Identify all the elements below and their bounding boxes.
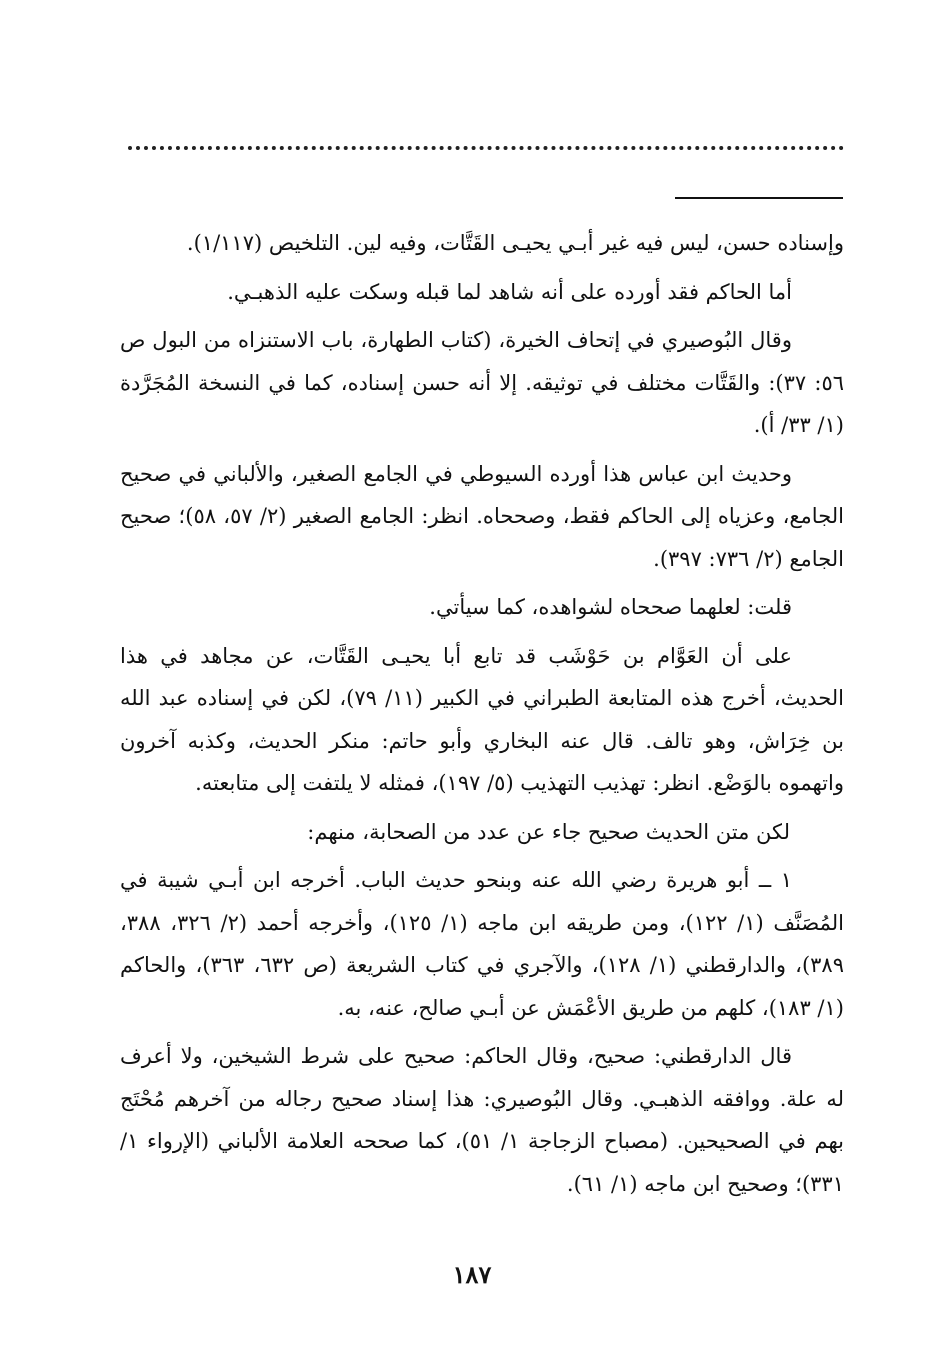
paragraph-abu-hurayra: ١ ــ أبو هريرة رضي الله عنه وبنحو حديث الباب. أخرجه ابن أبـي شيبة في المُصَنَّف (١/ ١٢٢)، ومن طريقه ابن ماجه (١/ ١٢٥)، وأخرجه أحمد (٢/ ٣٢٦، ٣٨٨، ٣٨٩)، والدارقطني (١/ ١٢٨)، والآجري في كتاب الشريعة (ص ٦٣٢، ٣٦٣)، والحاكم (١/ ١٨٣)، كلهم من طريق الأعْمَش عن أبـي صالح، عنه، به. bbox=[120, 868, 845, 1020]
footnote-text-block bbox=[120, 222, 844, 1211]
paragraph-qultu: قلت: لعلهما صححاه لشواهده، كما سيأتي. bbox=[429, 595, 792, 619]
paragraph-busiri: وقال البُوصيري في إتحاف الخيرة، (كتاب الطهارة، باب الاستنزاه من البول ص ٥٦: ٣٧): والقَتَّات مختلف في توثيقه. إلا أنه حسن إسناده، كما في النسخة المُجَرَّدة (١/ ٣٣/ أ). bbox=[120, 328, 844, 437]
paragraph-daraqutni: قال الدارقطني: صحيح، وقال الحاكم: صحيح على شرط الشيخين، ولا أعرف له علة. ووافقه الذهبـي. وقال البُوصيري: هذا إسناد صحيح رجاله من آخرهم مُحْتَج بهم في الصحيحين. (مصباح الزجاجة ١/ ٥١)، كما صححه العلامة الألباني (الإرواء ١/ ٣٣١)؛ وصحيح ابن ماجه (١/ ٦١). bbox=[120, 1044, 844, 1196]
paragraph-ibn-abbas: وحديث ابن عباس هذا أورده السيوطي في الجامع الصغير، والألباني في صحيح الجامع، وعزياه إلى الحاكم فقط، وصححاه. انظر: الجامع الصغير (٢/ ٥٧، ٥٨)؛ صحيح الجامع (٢/ ٧٣٦: ٣٩٧). bbox=[120, 461, 844, 571]
page-number: ١٨٧ bbox=[452, 1260, 492, 1289]
dotted-separator bbox=[128, 146, 844, 150]
paragraph-hakim: أما الحاكم فقد أورده على أنه شاهد لما قبله وسكت عليه الذهبـي. bbox=[227, 279, 792, 304]
paragraph-isnad-hasan: وإسناده حسن، ليس فيه غير أبـي يحيـى القَتَّات، وفيه لين. التلخيص (١/١١٧). bbox=[186, 231, 844, 255]
paragraph-awwam: على أن العَوَّام بن حَوْشَب قد تابع أبا يحيـى القَتَّات، عن مجاهد في هذا الحديث، أخرج هذه المتابعة الطبراني في الكبير (١١/ ٧٩)، لكن في إسناده عبد الله بن خِرَاش، وهو تالف. قال عنه البخاري وأبو حاتم: منكر الحديث، وكذبه آخرون واتهموه بالوَضْع. انظر: تهذيب التهذيب (٥/ ١٩٧)، فمثله لا يلتفت إلى متابعته. bbox=[120, 643, 844, 795]
paragraph-matn-sahih: لكن متن الحديث صحيح جاء عن عدد من الصحابة، منهم: bbox=[307, 819, 790, 844]
footnote-separator-line bbox=[675, 197, 843, 199]
